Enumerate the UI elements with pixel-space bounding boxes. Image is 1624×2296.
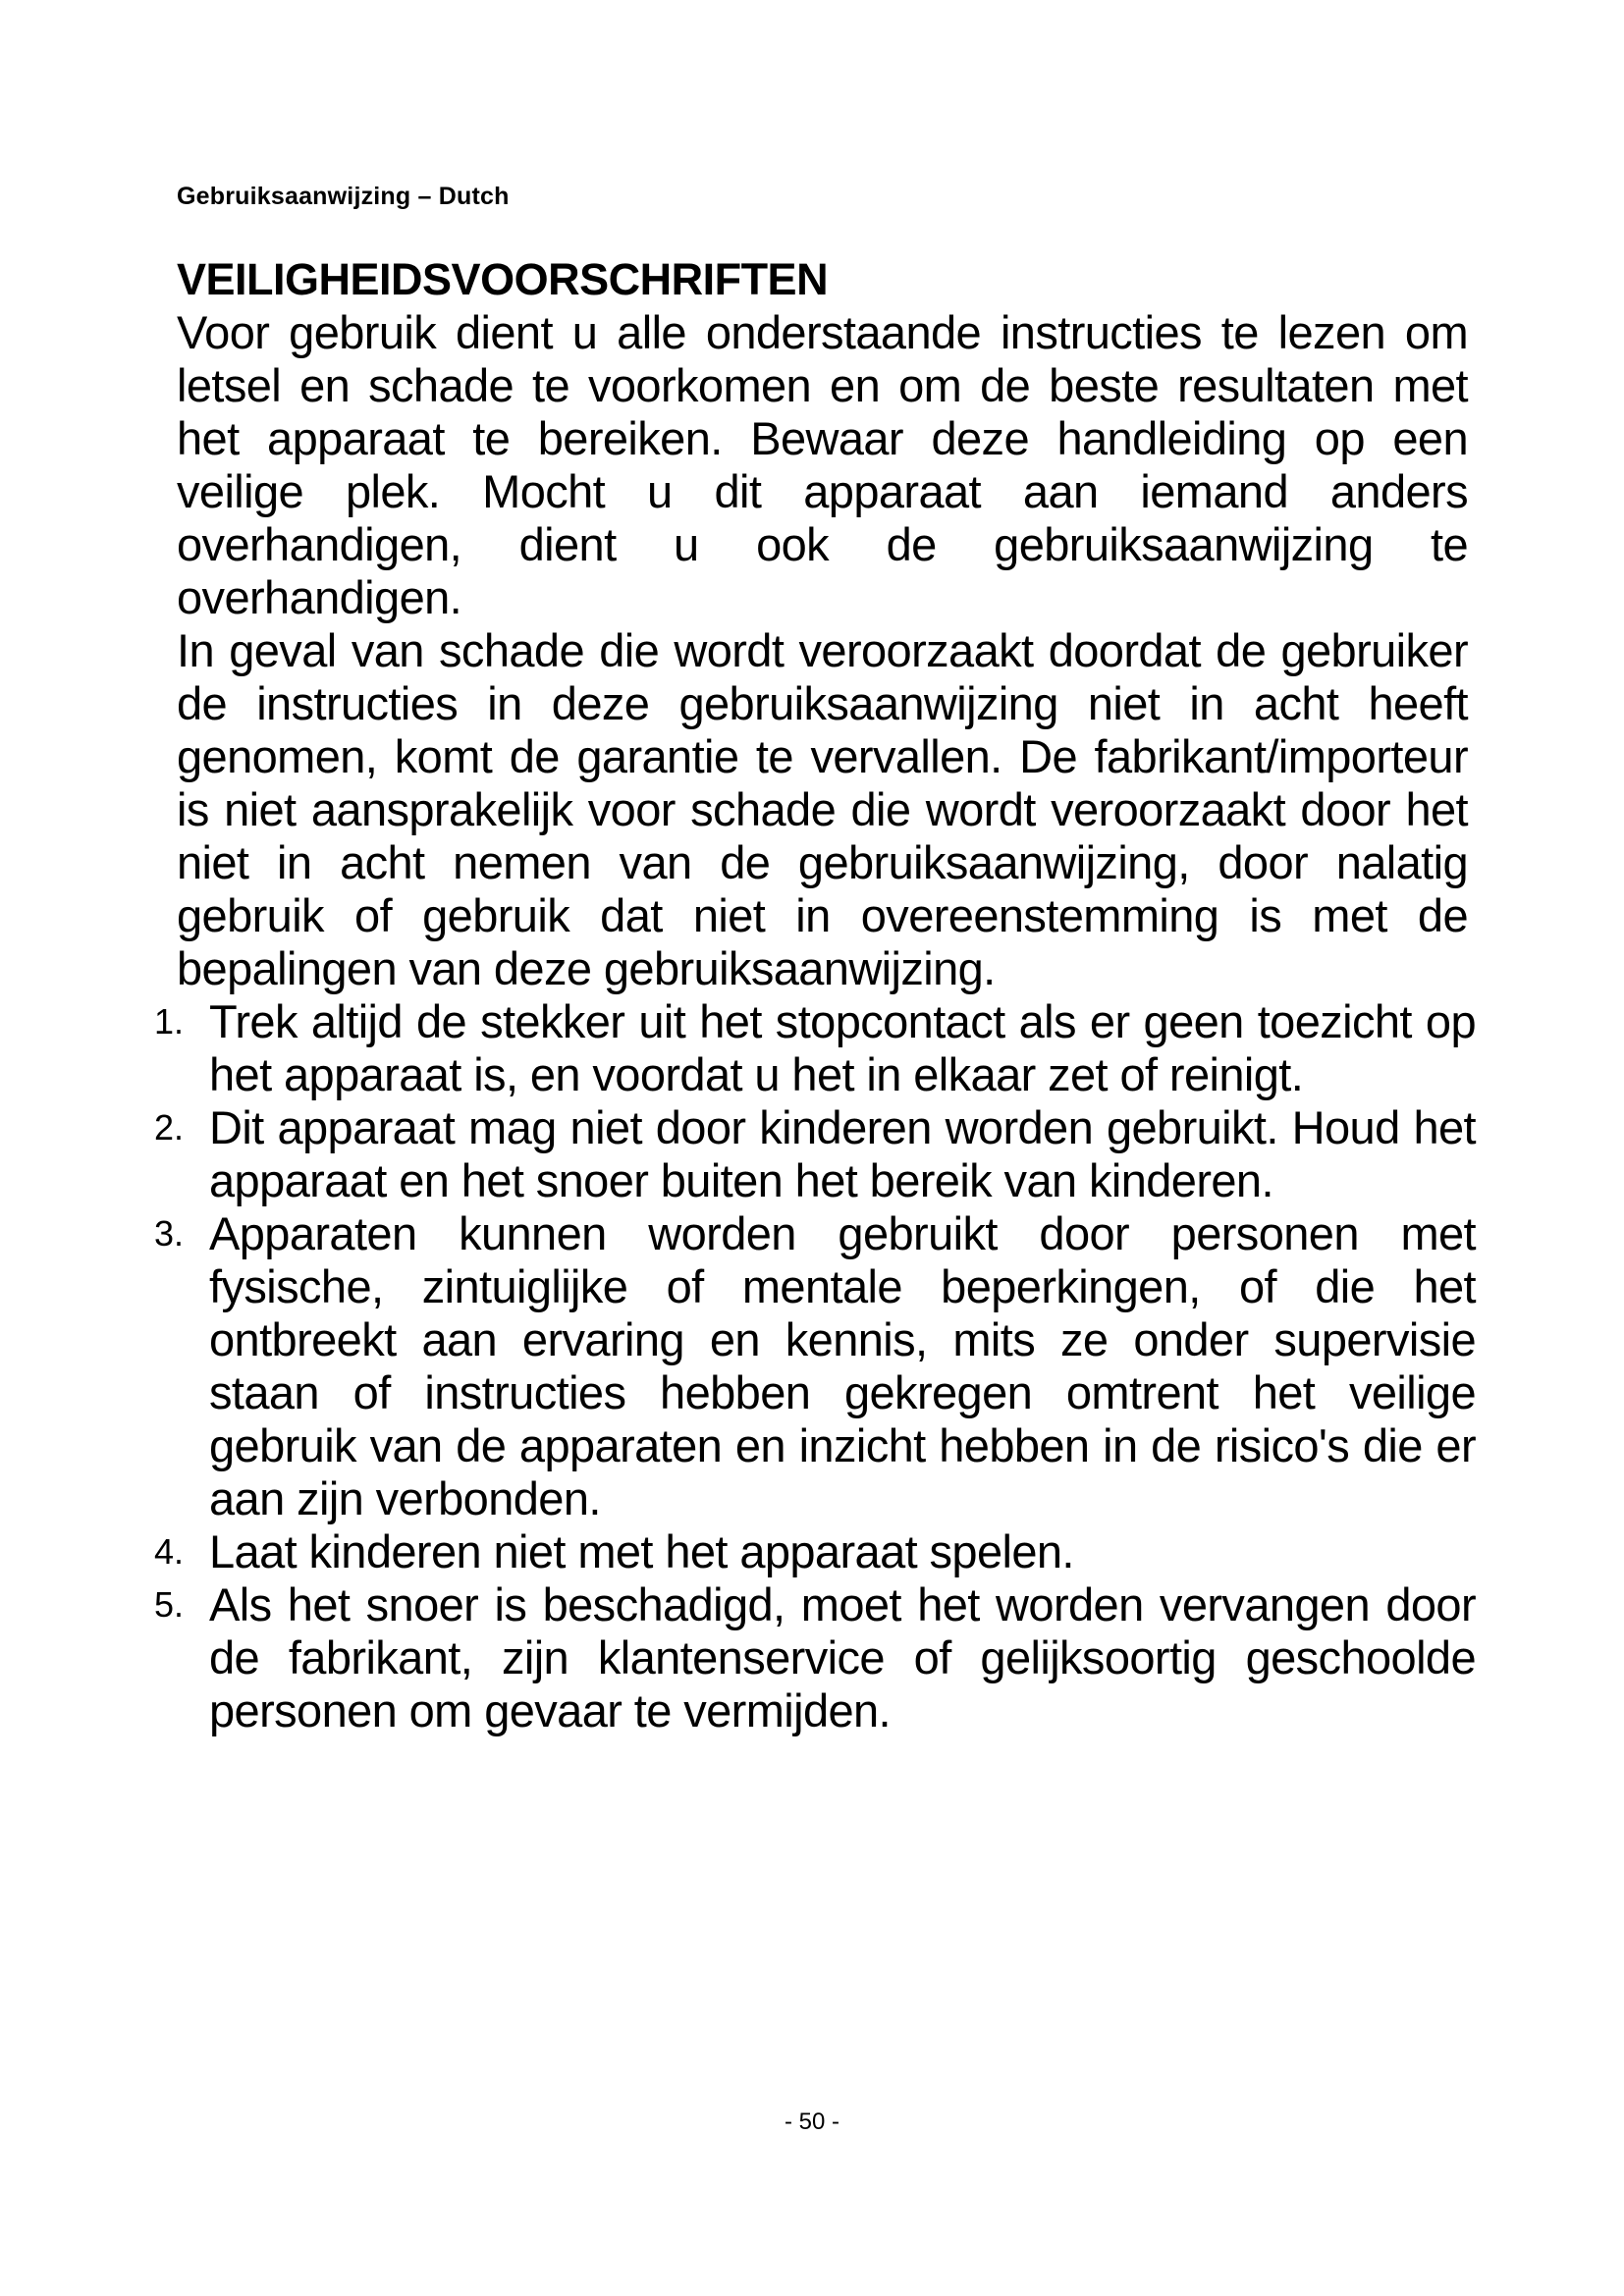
list-item — [154, 995, 1476, 1101]
running-header: Gebruiksaanwijzing – Dutch — [177, 183, 510, 210]
list-item-text: Dit apparaat mag niet door kinderen worden gebruikt. Houd het apparaat en het snoer buiten het bereik van kinderen. — [209, 1101, 1476, 1206]
list-item-number: 2. — [154, 1107, 185, 1148]
list-item — [154, 1578, 1476, 1737]
safety-instructions-list — [154, 995, 1476, 1737]
section-title: VEILIGHEIDSVOORSCHRIFTEN — [177, 254, 829, 304]
list-item-number: 3. — [154, 1213, 185, 1254]
list-item-text: Apparaten kunnen worden gebruikt door personen met fysische, zintuiglijke of mentale beperkingen, of die het ontbreekt aan ervaring en kennis, mits ze onder supervisie staan of instructies hebben gekregen omtrent het veilige gebruik van de apparaten en inzicht hebben in de risico's die er aan zijn verbonden. — [209, 1207, 1476, 1524]
list-item-text: Als het snoer is beschadigd, moet het worden vervangen door de fabrikant, zijn klantenservice of gelijksoortig geschoolde personen om gevaar te vermijden. — [209, 1578, 1476, 1736]
list-item-number: 5. — [154, 1584, 185, 1625]
list-item-text: Laat kinderen niet met het apparaat spelen. — [209, 1525, 1074, 1577]
liability-paragraph: In geval van schade die wordt veroorzaakt doordat de gebruiker de instructies in deze gebruiksaanwijzing niet in acht heeft genomen, komt de garantie te vervallen. De fabrikant/importeur is niet aansprakelijk voor schade die wordt veroorzaakt door het niet in acht nemen van de gebruiksaanwijzing, door nalatig gebruik of gebruik dat niet in overeenstemming is met de bepalingen van deze gebruiksaanwijzing. — [177, 624, 1468, 994]
intro-paragraph: Voor gebruik dient u alle onderstaande instructies te lezen om letsel en schade te voorkomen en om de beste resultaten met het apparaat te bereiken. Bewaar deze handleiding op een veilige plek. Mocht u dit apparaat aan iemand anders overhandigen, dient u ook de gebruiksaanwijzing te overhandigen. — [177, 306, 1468, 623]
safety-section — [154, 253, 1476, 1737]
page-number: - 50 - — [784, 2109, 839, 2135]
list-item — [154, 1207, 1476, 1525]
list-item-number: 4. — [154, 1531, 185, 1572]
list-item-number: 1. — [154, 1001, 185, 1041]
list-item — [154, 1525, 1476, 1578]
list-item — [154, 1101, 1476, 1207]
list-item-text: Trek altijd de stekker uit het stopcontact als er geen toezicht op het apparaat is, en voordat u het in elkaar zet of reinigt. — [209, 995, 1476, 1100]
